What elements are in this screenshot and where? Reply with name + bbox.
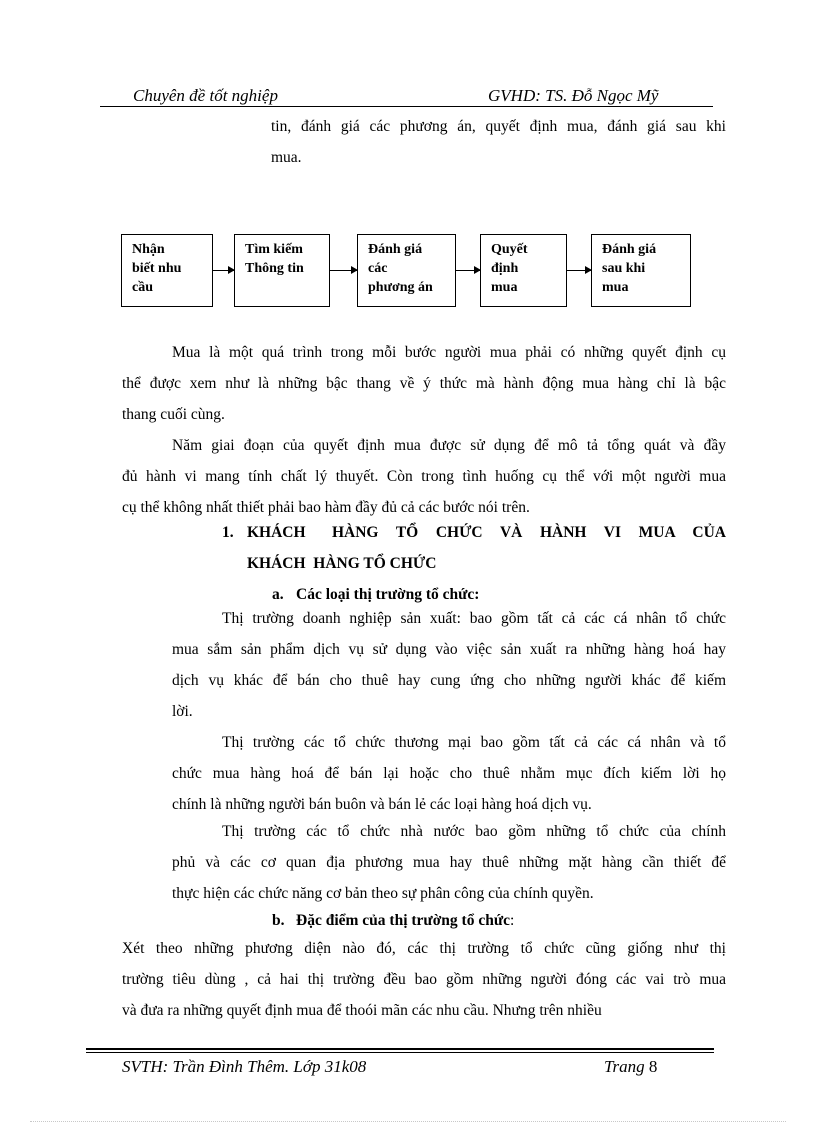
page-bottom-dotted-border bbox=[30, 1121, 786, 1122]
flow-box-text: cầu bbox=[132, 280, 153, 295]
flow-box-evaluate-alternatives bbox=[357, 234, 456, 307]
para-a3-line-3: thực hiện các chức năng cơ bản theo sự phân công của chính quyền. bbox=[172, 885, 594, 902]
footer-rule-thick bbox=[86, 1048, 714, 1050]
footer-rule-thin bbox=[86, 1052, 714, 1053]
intro-line-1: tin, đánh giá các phương án, quyết định mua, đánh giá sau khi bbox=[271, 118, 726, 135]
para-b1-line-3: và đưa ra những quyết định mua để thoói mãn các nhu cầu. Nhưng trên nhiều bbox=[122, 1002, 602, 1019]
flow-box-text: sau khi bbox=[602, 261, 646, 276]
para-a2-line-2: chức mua hàng hoá để bán lại hoặc cho thuê nhằm mục đích kiếm lời họ bbox=[172, 765, 726, 782]
flow-box-text: các bbox=[368, 261, 388, 276]
flow-box-text: Nhận bbox=[132, 242, 165, 257]
header-advisor: GVHD: TS. Đỗ Ngọc Mỹ bbox=[488, 86, 659, 105]
flow-arrow bbox=[330, 270, 357, 271]
para-a2-line-1: Thị trường các tổ chức thương mại bao gồm tất cả các cá nhân và tổ bbox=[222, 734, 726, 751]
header-rule bbox=[100, 106, 713, 107]
flow-box-text: mua bbox=[602, 280, 629, 295]
flow-box-text: định bbox=[491, 261, 519, 276]
para-a1-line-1: Thị trường doanh nghiệp sản xuất: bao gồm tất cả các cá nhân tổ chức bbox=[222, 610, 726, 627]
para-a1-line-2: mua sắm sản phẩm dịch vụ sử dụng vào việc sản xuất ra những hàng hoá hay bbox=[172, 641, 726, 658]
flow-arrow bbox=[567, 270, 591, 271]
subsection-b-title-text: Đặc điểm của thị trường tổ chức bbox=[296, 912, 511, 929]
flow-box-text: Đánh giá bbox=[602, 242, 657, 257]
footer-page-label: Trang bbox=[604, 1057, 645, 1076]
flow-arrow bbox=[213, 270, 234, 271]
para-a1-line-4: lời. bbox=[172, 703, 193, 720]
flow-box-text: Đánh giá bbox=[368, 242, 423, 257]
para1-line-1: Mua là một quá trình trong mỗi bước người mua phải có những quyết định cụ bbox=[172, 344, 726, 361]
subsection-a-label: a. bbox=[272, 586, 284, 603]
flow-box-text: biết nhu bbox=[132, 261, 182, 276]
para-a2-line-3: chính là những người bán buôn và bán lẻ các loại hàng hoá dịch vụ. bbox=[172, 796, 592, 813]
para1-line-2: thể được xem như là những bậc thang về ý thức mà hành động mua hàng chỉ là bậc bbox=[122, 375, 726, 392]
para-a3-line-2: phủ và các cơ quan địa phương mua hay thuê những mặt hàng cần thiết để bbox=[172, 854, 726, 871]
subsection-b-colon: : bbox=[510, 912, 515, 929]
flow-box-text: Tìm kiếm bbox=[245, 242, 303, 257]
header-title: Chuyên đề tốt nghiệp bbox=[133, 86, 278, 105]
section-number: 1. bbox=[222, 524, 234, 541]
para-b1-line-1: Xét theo những phương diện nào đó, các thị trường tổ chức cũng giống như thị bbox=[122, 940, 726, 957]
flow-box-text: phương án bbox=[368, 280, 433, 295]
section-heading-line-1: KHÁCH HÀNG TỔ CHỨC VÀ HÀNH VI MUA CỦA bbox=[247, 524, 726, 541]
subsection-b-title bbox=[296, 905, 514, 936]
flow-box-information-search bbox=[234, 234, 330, 307]
subsection-a-title: Các loại thị trường tổ chức: bbox=[296, 586, 480, 603]
footer-student: SVTH: Trần Đình Thêm. Lớp 31k08 bbox=[122, 1057, 367, 1076]
flow-box-text: Quyết bbox=[491, 242, 528, 257]
flow-arrow bbox=[456, 270, 480, 271]
para2-line-1: Năm giai đoạn của quyết định mua được sử dụng để mô tả tổng quát và đầy bbox=[172, 437, 726, 454]
para-b1-line-2: trường tiêu dùng , cả hai thị trường đều bao gồm những người đóng các vai trò mua bbox=[122, 971, 726, 988]
subsection-b-label: b. bbox=[272, 912, 285, 929]
flow-box-text: mua bbox=[491, 280, 518, 295]
footer-page bbox=[604, 1057, 657, 1077]
intro-line-2: mua. bbox=[271, 149, 302, 166]
footer-page-number: 8 bbox=[648, 1057, 658, 1076]
flow-box-text: Thông tin bbox=[245, 261, 304, 276]
flow-box-need-recognition bbox=[121, 234, 213, 307]
para-a1-line-3: dịch vụ khác để bán cho thuê hay cung ứng cho những người khác để kiếm bbox=[172, 672, 726, 689]
section-heading-line-2: KHÁCH HÀNG TỔ CHỨC bbox=[247, 555, 437, 572]
flow-box-purchase-decision bbox=[480, 234, 567, 307]
flow-box-post-purchase bbox=[591, 234, 691, 307]
para-a3-line-1: Thị trường các tổ chức nhà nước bao gồm những tổ chức của chính bbox=[222, 823, 726, 840]
para2-line-2: đủ hành vi mang tính chất lý thuyết. Còn trong tình huống cụ thể với một người mua bbox=[122, 468, 726, 485]
para1-line-3: thang cuối cùng. bbox=[122, 406, 225, 423]
para2-line-3: cụ thể không nhất thiết phải bao hàm đầy đủ cả các bước nói trên. bbox=[122, 499, 530, 516]
